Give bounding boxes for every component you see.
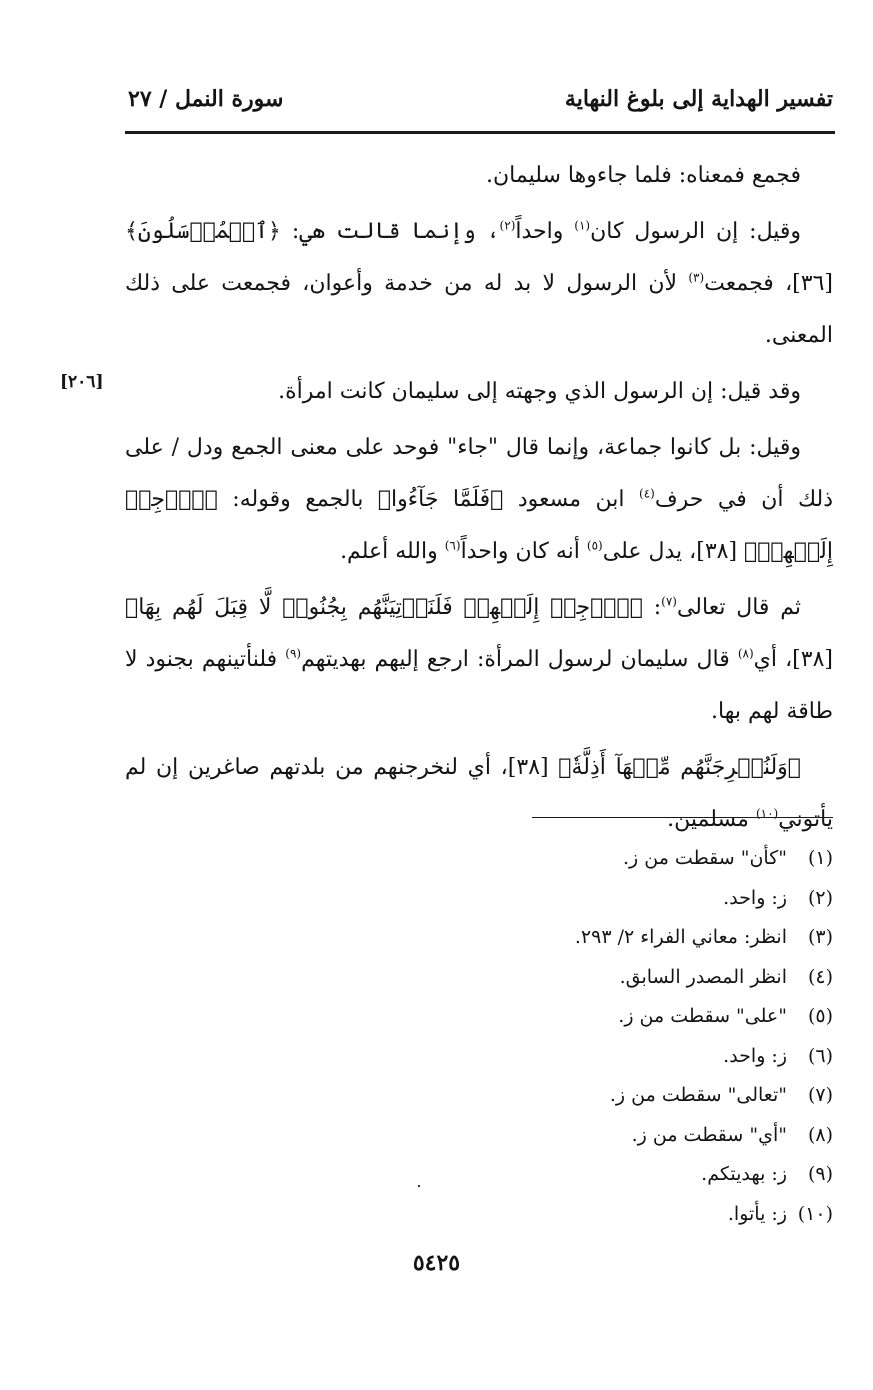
footnote-text: "أي" سقطت من ز.: [631, 1123, 787, 1146]
footnote-item: [433, 959, 833, 999]
manuscript-folio-ref: [٢٠٦]: [60, 372, 104, 392]
footnote-number: (١٠): [797, 1202, 833, 1225]
text-run: والله أعلم.: [340, 539, 445, 564]
footnote-marker: (٤): [639, 486, 655, 501]
text-run: لأن الرسول لا بد له من خدمة وأعوان، فجمعت على ذلك المعنى.: [125, 271, 833, 348]
text-run: فلنأتينهم بجنود لا طاقة لهم بها.: [125, 647, 833, 724]
text-run: [٣٨]، أي لنخرجنهم من بلدتهم صاغرين إن لم يأتوني: [125, 755, 833, 832]
header-divider: [125, 131, 835, 134]
footnote-marker: (٣): [688, 270, 705, 285]
text-run: :: [642, 595, 662, 620]
footnote-divider: [532, 817, 833, 818]
footnote-number: (٦): [807, 1044, 833, 1067]
text-run: واحداً: [515, 219, 575, 244]
ink-speck: [418, 1185, 420, 1187]
page-number: ٥٤٢٥: [412, 1250, 461, 1276]
text-run: مسلمين.: [667, 807, 756, 832]
quran-quote: ﴿فَلَمَّا جَآءُوا﴾: [377, 487, 504, 512]
paragraph: [125, 366, 833, 418]
text-run: أنه كان واحداً: [460, 539, 587, 564]
footnote-marker: (٨): [737, 646, 754, 661]
footnote-number: (٨): [807, 1123, 833, 1146]
footnote-number: (٥): [807, 1005, 833, 1027]
text-run: وقد قيل: إن الرسول الذي وجهته إلى سليمان كانت امرأة.: [278, 379, 801, 404]
footnote-text: "تعالى" سقطت من ز.: [609, 1084, 787, 1106]
text-run: بالجمع وقوله:: [217, 487, 378, 512]
text-run: قال سليمان لرسول المرأة: ارجع إليهم بهديتهم: [301, 647, 738, 672]
text-run: ، وإنما قالت هي:: [280, 219, 500, 244]
footnote-text: ز: يأتوا.: [727, 1202, 787, 1225]
text-run: [٣٦]، فجمعت: [704, 271, 833, 296]
footnote-number: (٣): [807, 926, 833, 948]
footnote-item: [433, 1196, 833, 1236]
footnote-number: (٧): [807, 1084, 833, 1106]
footnote-marker: (٩): [285, 646, 302, 661]
footnote-marker: (٦): [444, 538, 461, 553]
book-title: تفسير الهداية إلى بلوغ النهاية: [564, 86, 833, 112]
text-run: وقيل: إن الرسول كان: [590, 219, 802, 244]
paragraph: [125, 582, 833, 738]
footnote-item: [433, 840, 833, 880]
footnote-text: ز: واحد.: [723, 886, 787, 909]
footnote-text: "كأن" سقطت من ز.: [622, 847, 787, 869]
text-run: [٣٨]، أي: [753, 647, 833, 672]
paragraph: [125, 150, 833, 202]
footnote-marker: (٧): [661, 594, 677, 609]
footnote-text: "على" سقطت من ز.: [618, 1005, 787, 1027]
footnote-item: [433, 919, 833, 959]
text-run: [٣٨]، يدل على: [602, 539, 745, 564]
main-text: [125, 150, 833, 850]
footnote-item: [433, 880, 833, 920]
paragraph: [125, 742, 833, 846]
footnote-marker: (٥): [586, 538, 603, 553]
footnote-text: ز: واحد.: [723, 1044, 787, 1067]
quran-quote: ﴿ٱرۡجِعۡ إِلَيۡهِمۡ فَلَنَأۡتِيَنَّهُم بِجُنُودٖ لَّا قِبَلَ لَهُم بِهَا﴾: [125, 595, 643, 620]
footnote-text: انظر المصدر السابق.: [619, 965, 787, 988]
footnote-number: (١): [807, 847, 833, 869]
footnote-item: [433, 1117, 833, 1157]
footnote-item: [433, 1077, 833, 1117]
footnote-item: [433, 1156, 833, 1196]
text-run: وقيل: بل كانوا جماعة، وإنما قال "جاء" فوحد على معنى الجمع ودل / على ذلك أن في حرف: [125, 435, 833, 512]
paragraph: [125, 422, 833, 578]
paragraph: [125, 206, 833, 362]
footnote-number: (٢): [807, 886, 833, 909]
footnote-text: انظر: معاني الفراء ٢/ ٢٩٣.: [574, 926, 787, 948]
text-run: ثم قال تعالى: [676, 595, 802, 620]
footnote-marker: (٢): [499, 218, 516, 233]
quran-quote: ﴿ٱرۡجِعۡ إِلَيۡهِمۡ﴾: [125, 487, 833, 564]
quran-quote: ﴿وَلَنُخۡرِجَنَّهُم مِّنۡهَآ أَذِلَّةٗ﴾: [558, 755, 802, 780]
footnote-marker: (١٠): [755, 806, 779, 821]
footnote-text: ز: بهديتكم.: [701, 1163, 787, 1185]
surah-info: سورة النمل / ٢٧: [128, 86, 284, 112]
footnote-item: [433, 1038, 833, 1078]
footnote-number: (٤): [807, 965, 833, 988]
footnotes-list: [433, 840, 833, 1235]
quran-quote: ﴿ٱلۡمُرۡسَلُونَ﴾: [125, 219, 281, 244]
text-run: فجمع فمعناه: فلما جاءوها سليمان.: [486, 163, 801, 188]
footnote-marker: (١): [574, 218, 591, 233]
footnote-number: (٩): [807, 1163, 833, 1185]
footnote-item: [433, 998, 833, 1038]
text-run: ابن مسعود: [503, 487, 639, 512]
